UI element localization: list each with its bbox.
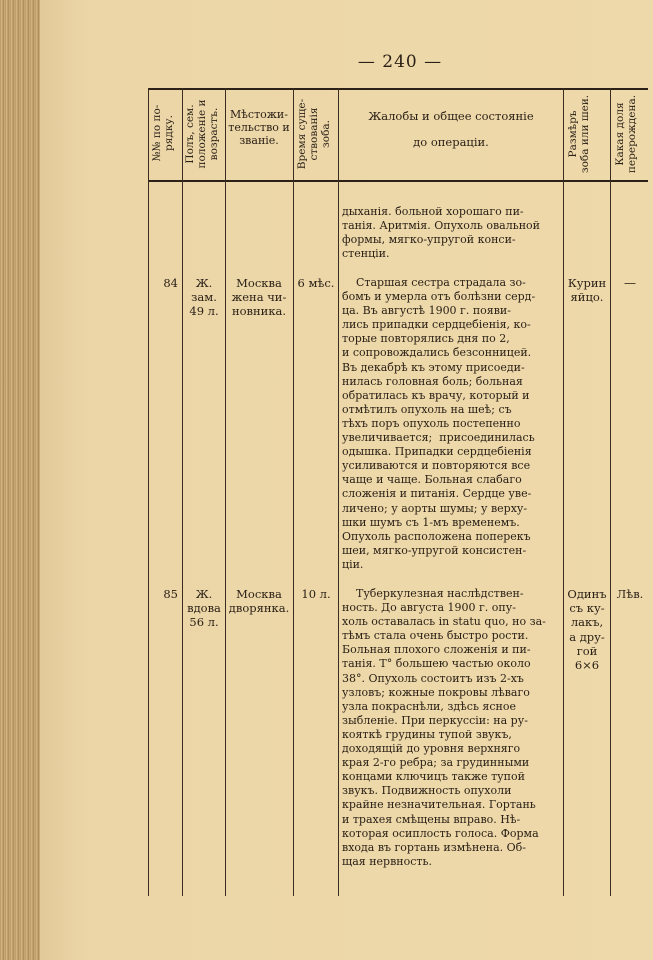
row-85-complaints: Туберкулезная наслѣдствен- ность. До августа 1900 г. опу- холь оставалась in statu quo, но за- тѣмъ стала очень быстро рости. Больная плохого сложенія и пи- танія. Т° большею частью около 38°. Опухоль состоитъ изъ 2-хъ узловъ; кожные покровы лѣваго узла покраснѣли, здѣсь ясное зыбленіе. При перкуссіи: на ру- кояткѣ грудины тупой звукъ, доходящій до уровня верхняго края 2-го ребра; за грудинными концами ключицъ также тупой звукъ. Подвижность опухоли крайне незначительная. Гортань и трахея смѣщены вправо. Нѣ- которая осиплость голоса. Форма входа въ гортань измѣнена. Об- щая нервность. (342, 587, 546, 868)
row-85-degeneration: Лѣв. (616, 587, 644, 601)
header-degeneration: Какая доля перерождена. (614, 94, 638, 174)
page-number: — 240 — (357, 52, 443, 72)
col-divider-7 (610, 88, 611, 896)
header-number: №№ по по- рядку. (151, 104, 175, 162)
row-84-complaints: Старшая сестра страдала зо- бомъ и умерла отъ болѣзни серд- ца. Въ августѣ 1900 г. появи- лись припадки сердцебіенія, ко- торые повторялись дня по 2, и сопровождались безсонницей. Въ декабрѣ къ этому присоеди- нилась головная боль; больная обратилась къ врачу, который и отмѣтилъ опухоль на шеѣ; съ тѣхъ поръ опухоль постепенно увеличивается; присоединилась одышка. Припадки сердцебіенія усиливаются и повторяются все чаще и чаще. Больная слабаго сложенія и питанія. Сердце уве- личено; у аорты шумы; у верху- шки шумъ съ 1-мъ временемъ. Опухоль расположена поперекъ шеи, мягко-упругой консистен- ціи. (342, 276, 536, 571)
col-divider-5 (338, 88, 339, 896)
table-header-rule (148, 180, 648, 182)
row-84-size: Курин яйцо. (567, 276, 607, 305)
col-divider-1 (148, 88, 149, 896)
header-sex-age: Полъ, сем. положеніе и возрастъ. (184, 99, 220, 169)
row-84-number: 84 (163, 276, 178, 290)
header-complaints: Жалобы и общее состояніе до операціи. (368, 109, 534, 149)
row-84-duration: 6 мѣс. (297, 276, 335, 290)
row-84-degeneration: — (624, 276, 636, 290)
col-divider-2 (182, 88, 183, 896)
header-duration: Время суще- ствованія зоба. (296, 98, 332, 170)
row-85-sex-age: Ж. вдова 56 л. (187, 587, 221, 630)
row-85-residence: Москва дворянка. (228, 587, 290, 616)
book-binding (0, 0, 40, 960)
col-divider-3 (225, 88, 226, 896)
col-divider-4 (293, 88, 294, 896)
header-residence: Мѣстожи- тельство и званіе. (228, 108, 290, 147)
row-85-duration: 10 л. (301, 587, 331, 601)
col-divider-6 (563, 88, 564, 896)
row-85-number: 85 (163, 587, 178, 601)
table-top-rule (148, 88, 648, 90)
row-84-sex-age: Ж. зам. 49 л. (189, 276, 219, 319)
row-84-residence: Москва жена чи- новника. (231, 276, 287, 319)
continuation-text: дыханія. больной хорошаго пи- танія. Аритмія. Опухоль овальной формы, мягко-упругой конси- стенціи. (342, 205, 540, 261)
header-goiter-size: Размѣръ зоба или шеи. (567, 94, 591, 174)
row-85-size: Одинъ съ ку- лакъ, а дру- гой 6×6 (567, 587, 607, 673)
